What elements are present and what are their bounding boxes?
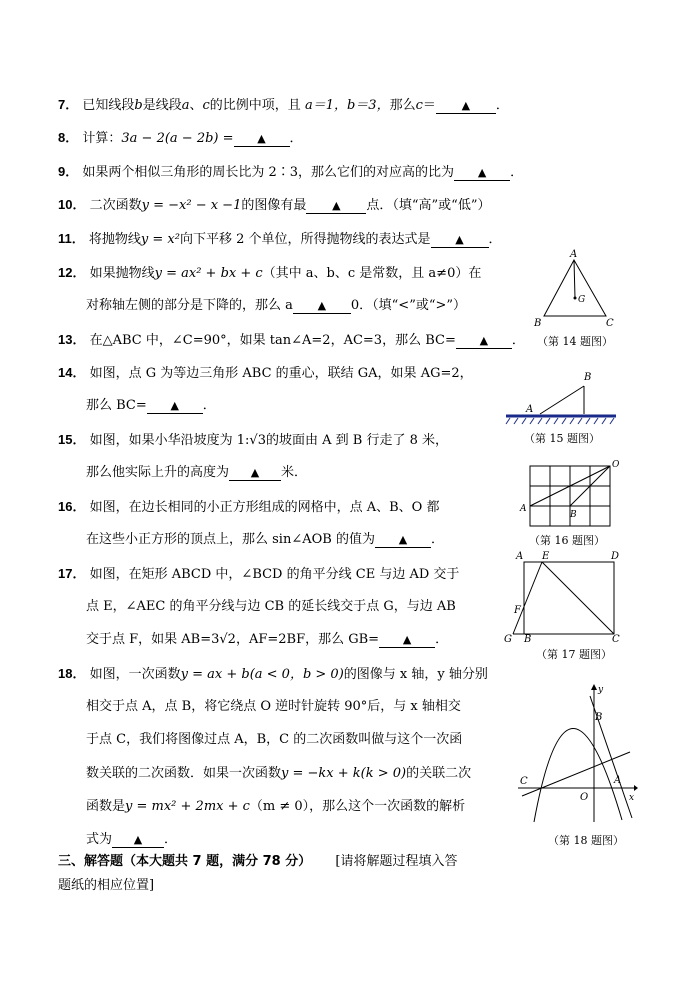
section-note2: 题纸的相应位置] (58, 878, 155, 893)
q9-end: ． (510, 165, 524, 180)
q9-number: 9． (58, 164, 79, 179)
answer-blank[interactable] (375, 533, 431, 548)
q11-number: 11． (58, 231, 85, 246)
q14-number: 14． (58, 365, 86, 380)
label-c: C (520, 776, 528, 787)
question-18-line5 (86, 798, 465, 816)
q17-line2: 点 E，∠AEC 的角平分线与边 CB 的延长线交于点 G，与边 AB (86, 599, 456, 614)
triangle-icon: ▲ (477, 166, 487, 179)
q10-number: 10． (58, 197, 86, 212)
triangle-icon: ▲ (402, 633, 412, 646)
slope-line (540, 386, 584, 414)
q7-var-c: c (202, 98, 210, 113)
answer-blank[interactable] (456, 334, 512, 349)
q17-line3a: 交于点 F，如果 AB=3 (86, 632, 220, 647)
label-f: F (514, 605, 521, 616)
q18-expression1: y = ax + b(a < 0，b > 0) (180, 667, 344, 682)
q18-line3: 于点 C，我们将图像过点 A，B，C 的二次函数叫做与这个一次函 (86, 732, 463, 747)
q18-number: 18． (58, 666, 86, 681)
q17-number: 17． (58, 566, 86, 581)
triangle-icon: ▲ (455, 233, 464, 246)
q12-line2a: 对称轴左侧的部分是下降的，那么 a (86, 298, 293, 313)
q18-expression2: y = −kx + k(k > 0) (281, 766, 407, 781)
question-16-line2 (86, 531, 444, 549)
answer-blank[interactable] (306, 199, 366, 214)
q12-line2b: 0．（填“<”或“>”） (350, 298, 467, 313)
segment-ga (574, 260, 575, 298)
q10-end: 点．（填“高”或“低”） (366, 198, 491, 213)
question-17-line2 (86, 598, 456, 616)
q14-line1: 如图，点 G 为等边三角形 ABC 的重心，联结 GA，如果 AG=2， (89, 366, 473, 381)
q15-line2b: 米． (281, 465, 308, 480)
triangle-icon: ▲ (257, 132, 266, 145)
label-e: E (542, 551, 550, 562)
q18-line1a: 如图，一次函数 (89, 667, 181, 682)
q13-text: 在△ABC 中，∠C=90°，如果 tan∠A=2，AC=3，那么 BC= (89, 333, 456, 348)
q15-number: 15． (58, 432, 86, 447)
label-a: A (516, 551, 524, 562)
q8-number: 8． (58, 130, 79, 145)
q7-number: 7． (58, 97, 79, 112)
triangle-icon: ▲ (461, 99, 471, 112)
question-10 (58, 196, 490, 215)
figure-16 (512, 456, 624, 530)
q18-line4a: 数关联的二次函数．如果一次函数 (86, 766, 282, 781)
q8-expression: 3a − 2(a − 2b) = (121, 131, 234, 146)
q14-end: ． (202, 398, 216, 413)
question-18-line4 (86, 765, 471, 783)
q7-text4: 那么 (389, 98, 416, 113)
question-18-line6 (86, 831, 177, 849)
q8-end: ． (289, 131, 303, 146)
q18-line2: 相交于点 A，点 B，将它绕点 O 逆时针旋转 90°后，与 x 轴相交 (86, 699, 461, 714)
q16-number: 16． (58, 499, 86, 514)
figure-18-caption: （第 18 题图） (548, 834, 624, 847)
q7-text3: 的比例中项，且 (209, 98, 301, 113)
triangle-icon: ▲ (250, 466, 260, 479)
figure-17-caption: （第 17 题图） (536, 648, 612, 661)
q18-line1b: 的图像与 x 轴，y 轴分别 (343, 667, 488, 682)
segment-ce (542, 562, 614, 634)
label-c: C (606, 318, 614, 329)
q7-sep: 、 (189, 98, 203, 113)
q15-line1a: 如图，如果小华沿坡度为 1: (89, 433, 250, 448)
question-12 (58, 264, 481, 283)
q11-expression: y = x² (140, 232, 180, 247)
question-12-line2 (86, 297, 466, 315)
answer-blank[interactable] (293, 299, 351, 314)
label-b: B (524, 634, 532, 644)
q15-root: √3 (249, 433, 266, 448)
question-7 (58, 96, 509, 115)
q7-var-c2: c (415, 98, 423, 113)
q9-text: 如果两个相似三角形的周长比为 2∶3，那么它们的对应高的比为 (82, 165, 455, 180)
answer-blank[interactable] (436, 99, 496, 114)
answer-blank[interactable] (147, 399, 203, 414)
question-14 (58, 364, 473, 383)
q18-line6a: 式为 (86, 832, 113, 847)
triangle-icon: ▲ (398, 533, 408, 546)
q10-text: 二次函数 (89, 198, 142, 213)
q15-line2a: 那么他实际上升的高度为 (86, 465, 230, 480)
figure-16-caption: （第 16 题图） (529, 534, 605, 547)
question-18-line2 (86, 698, 461, 716)
label-x: x (629, 793, 635, 803)
q12-text: 如果抛物线 (89, 266, 155, 281)
q18-end: ． (164, 832, 178, 847)
label-c: C (612, 634, 620, 644)
answer-blank[interactable] (431, 233, 489, 248)
triangle-icon: ▲ (133, 833, 143, 846)
ground-hatching (506, 418, 614, 424)
q16-line1: 如图，在边长相同的小正方形组成的网格中，点 A、B、O 都 (89, 500, 440, 515)
label-g: G (504, 634, 512, 644)
answer-blank[interactable] (229, 466, 281, 481)
triangle-icon: ▲ (170, 399, 180, 412)
q18-expression3: y = mx² + 2mx + c (125, 799, 250, 814)
q17-root: √2 (219, 632, 236, 647)
q12-number: 12． (58, 265, 86, 280)
line-rotated (522, 752, 630, 796)
point-g (574, 297, 577, 300)
q11-text: 将抛物线 (88, 232, 141, 247)
question-14-line2 (86, 397, 216, 415)
answer-blank[interactable] (112, 833, 164, 848)
question-17 (58, 565, 459, 584)
label-o: O (612, 460, 620, 470)
parabola (534, 728, 622, 822)
question-18 (58, 665, 488, 684)
question-11 (58, 230, 502, 249)
question-18-line3 (86, 731, 462, 749)
label-a: A (570, 249, 578, 260)
q8-text: 计算： (82, 131, 122, 146)
question-9 (58, 163, 523, 182)
q18-line5b: （m ≠ 0），那么这个一次函数的解析 (249, 799, 466, 814)
figure-15-caption: （第 15 题图） (524, 432, 600, 445)
q10-text2: 的图像有最 (241, 198, 307, 213)
q14-line2a: 那么 BC= (86, 398, 147, 413)
q7-var-b: b (134, 98, 143, 113)
triangle-icon: ▲ (479, 334, 489, 347)
answer-blank[interactable] (379, 633, 435, 648)
q13-end: ． (511, 333, 525, 348)
section-note: [请将解题过程填入答 (335, 854, 458, 869)
section-header (58, 853, 457, 871)
question-13 (58, 331, 525, 350)
q18-line4b: 的关联二次 (406, 766, 472, 781)
q17-line1: 如图，在矩形 ABCD 中，∠BCD 的角平分线 CE 与边 AD 交于 (89, 567, 460, 582)
q13-number: 13． (58, 332, 86, 347)
label-o: O (580, 792, 589, 803)
figure-15 (504, 368, 620, 428)
q17-line3b: ，AF=2BF，那么 GB= (235, 632, 380, 647)
answer-blank[interactable] (454, 166, 510, 181)
label-d: D (611, 551, 620, 562)
question-15-line2 (86, 464, 307, 482)
q7-eq2: b＝3， (346, 98, 390, 113)
question-16 (58, 498, 439, 517)
q7-text2: 是线段 (142, 98, 182, 113)
question-15 (58, 431, 448, 450)
q12-expression: y = ax² + bx + c (154, 266, 263, 281)
figure-14-caption: （第 14 题图） (537, 335, 613, 348)
label-a: A (614, 775, 622, 786)
q15-line1b: 的坡面由 A 到 B 行走了 8 米， (265, 433, 448, 448)
label-y: y (598, 685, 604, 695)
question-8 (58, 129, 303, 148)
section-title: 三、解答题（本大题共 7 题，满分 78 分） (58, 854, 312, 869)
q16-end: ． (430, 532, 444, 547)
q11-end: ． (488, 232, 502, 247)
q10-expression: y = −x² − x −1 (141, 198, 242, 213)
q11-text2: 向下平移 2 个单位，所得抛物线的表达式是 (179, 232, 431, 247)
answer-blank[interactable] (234, 132, 290, 147)
label-b: B (595, 712, 603, 723)
label-b: B (584, 372, 592, 383)
triangle-icon: ▲ (332, 199, 341, 212)
label-a: A (526, 404, 534, 415)
q18-line5a: 函数是 (86, 799, 126, 814)
q7-eq1: a＝1， (304, 98, 347, 113)
figure-18 (510, 680, 640, 826)
question-17-line3 (86, 631, 448, 649)
y-axis-arrow-icon (591, 684, 597, 690)
segment-eg (513, 562, 542, 634)
label-b: B (570, 510, 577, 520)
figure-17 (500, 546, 628, 644)
section-header-line2 (58, 877, 154, 895)
q7-var-a: a (181, 98, 190, 113)
label-a: A (520, 504, 527, 514)
figure-14 (528, 244, 618, 332)
x-axis-arrow-icon (634, 785, 638, 791)
q7-end: ． (495, 98, 509, 113)
q7-text: 已知线段 (82, 98, 135, 113)
label-g: G (578, 295, 586, 305)
q12-text2: （其中 a、b、c 是常数，且 a≠0）在 (262, 266, 482, 281)
label-b: B (534, 318, 542, 329)
q17-end: ． (435, 632, 449, 647)
triangle-icon: ▲ (317, 299, 327, 312)
q7-eq: ＝ (422, 98, 436, 113)
q16-line2a: 在这些小正方形的顶点上，那么 sin∠AOB 的值为 (86, 532, 375, 547)
